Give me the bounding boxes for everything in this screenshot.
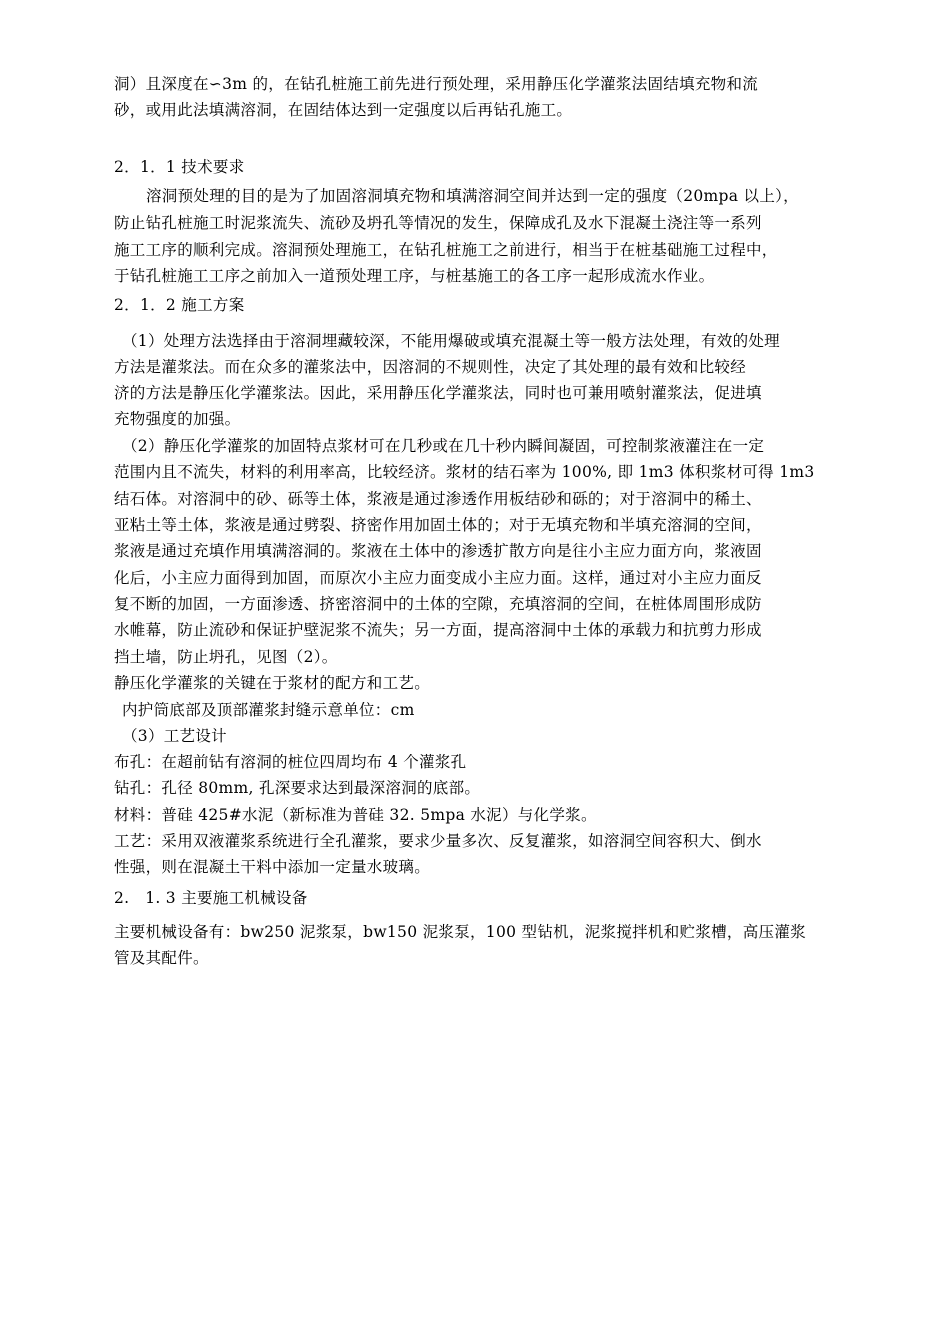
- paragraph-line: 管及其配件。: [114, 949, 209, 967]
- intro-line-1: 洞）且深度在∽3m 的，在钻孔桩施工前先进行预处理，采用静压化学灌浆法固结填充物和流: [114, 75, 759, 93]
- drilling-line: 钻孔：孔径 80mm, 孔深要求达到最深溶洞的底部。: [114, 779, 481, 797]
- process-line: 工艺：采用双液灌浆系统进行全孔灌浆，要求少量多次、反复灌浆，如溶洞空间容积大、倒水: [114, 832, 762, 850]
- paragraph-line: 溶洞预处理的目的是为了加固溶洞填充物和填满溶洞空间并达到一定的强度（20mpa 以上），: [146, 187, 799, 205]
- process-line: 性强，则在混凝土干料中添加一定量水玻璃。: [114, 858, 431, 876]
- paragraph-line: （1）处理方法选择由于溶洞埋藏较深，不能用爆破或填充混凝土等一般方法处理，有效的处理: [122, 332, 780, 350]
- paragraph-line: （2）静压化学灌浆的加固特点浆材可在几秒或在几十秒内瞬间凝固，可控制浆液灌注在一定: [122, 437, 765, 455]
- section-heading-2-1-1: 2．1．1 技术要求: [114, 158, 245, 176]
- paragraph-line: 于钻孔桩施工工序之前加入一道预处理工序，与桩基施工的各工序一起形成流水作业。: [114, 267, 715, 285]
- diagram-caption: 内护筒底部及顶部灌浆封缝示意单位：cm: [122, 701, 415, 719]
- paragraph-line: 防止钻孔桩施工时泥浆流失、流砂及坍孔等情况的发生，保障成孔及水下混凝土浇注等一系列: [114, 214, 762, 232]
- paragraph-line: 复不断的加固，一方面渗透、挤密溶洞中的土体的空隙，充填溶洞的空间，在桩体周围形成防: [114, 595, 762, 613]
- section-heading-2-1-2: 2．1．2 施工方案: [114, 296, 245, 314]
- paragraph-line: 主要机械设备有：bw250 泥浆泵，bw150 泥浆泵，100 型钻机，泥浆搅拌机和贮浆槽，高压灌浆: [114, 923, 806, 941]
- intro-line-2: 砂，或用此法填满溶洞，在固结体达到一定强度以后再钻孔施工。: [114, 101, 573, 119]
- paragraph-line: 挡土墙，防止坍孔，见图（2）。: [114, 648, 338, 666]
- section-heading-2-1-3: 2. 1. 3 主要施工机械设备: [114, 889, 308, 907]
- item3-title: （3）工艺设计: [122, 727, 227, 745]
- key-note: 静压化学灌浆的关键在于浆材的配方和工艺。: [114, 674, 431, 692]
- paragraph-line: 结石体。对溶洞中的砂、砾等土体，浆液是通过渗透作用板结砂和砾的；对于溶洞中的稀土、: [114, 490, 762, 508]
- paragraph-line: 浆液是通过充填作用填满溶洞的。浆液在土体中的渗透扩散方向是往小主应力面方向，浆液固: [114, 542, 762, 560]
- layout-line: 布孔：在超前钻有溶洞的桩位四周均布 4 个灌浆孔: [114, 753, 467, 771]
- paragraph-line: 济的方法是静压化学灌浆法。因此，采用静压化学灌浆法，同时也可兼用喷射灌浆法，促进填: [114, 384, 762, 402]
- paragraph-line: 范围内且不流失，材料的利用率高，比较经济。浆材的结石率为 100%, 即 1m3 体积浆材可得 1m3: [114, 463, 815, 481]
- paragraph-line: 化后，小主应力面得到加固，而原次小主应力面变成小主应力面。这样，通过对小主应力面反: [114, 569, 762, 587]
- paragraph-line: 亚粘土等土体，浆液是通过劈裂、挤密作用加固土体的；对于无填充物和半填充溶洞的空间，: [114, 516, 762, 534]
- paragraph-line: 水帷幕，防止流砂和保证护壁泥浆不流失；另一方面，提高溶洞中土体的承载力和抗剪力形成: [114, 621, 762, 639]
- paragraph-line: 施工工序的顺利完成。溶洞预处理施工，在钻孔桩施工之前进行，相当于在桩基础施工过程中，: [114, 241, 778, 259]
- paragraph-line: 方法是灌浆法。而在众多的灌浆法中，因溶洞的不规则性，决定了其处理的最有效和比较经: [114, 358, 747, 376]
- materials-line: 材料：普硅 425#水泥（新标准为普硅 32. 5mpa 水泥）与化学浆。: [114, 806, 597, 824]
- paragraph-line: 充物强度的加强。: [114, 410, 241, 428]
